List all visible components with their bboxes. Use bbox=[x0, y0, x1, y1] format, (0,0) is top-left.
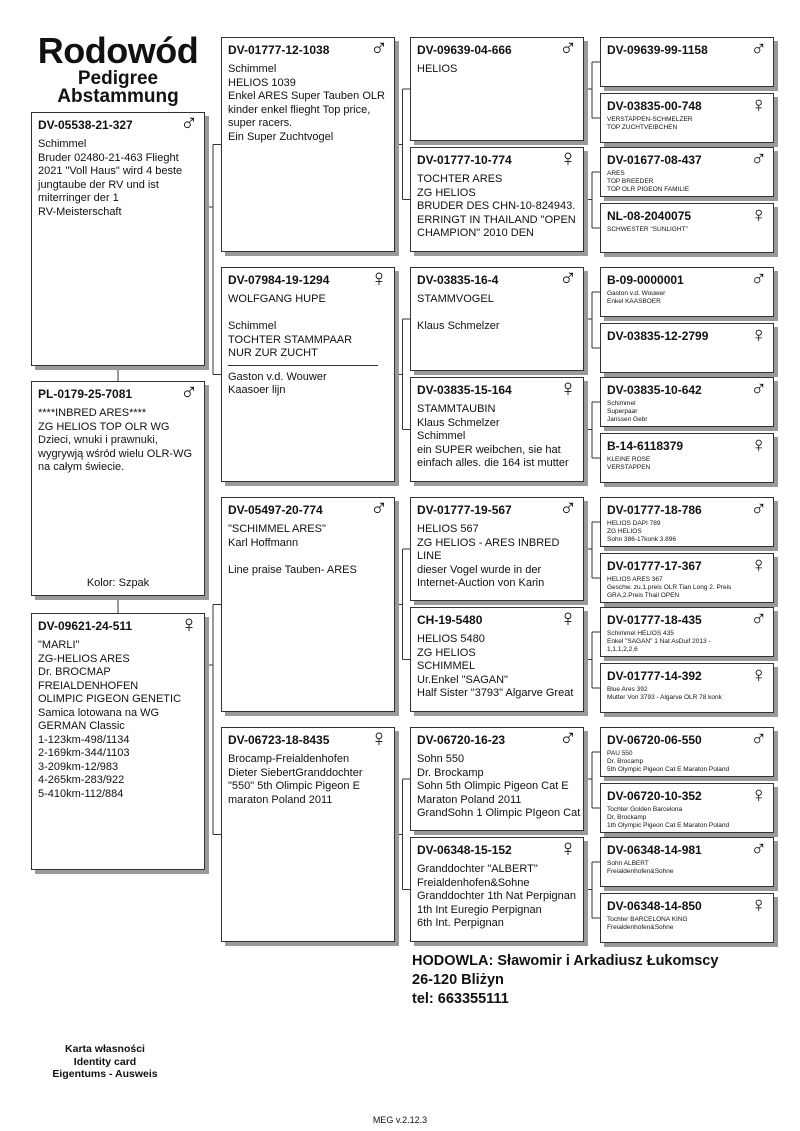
ring-number: DV-03835-15-164 bbox=[417, 383, 512, 397]
pigeon-info-line: Schimmel bbox=[228, 320, 277, 332]
pigeon-info-line: ZG HELIOS - ARES INBRED bbox=[417, 536, 560, 549]
ring-number: DV-01777-12-1038 bbox=[228, 43, 330, 57]
pigeon-info-line: Schimmel bbox=[607, 400, 636, 407]
pigeon-info-line: ERRINGT IN THAILAND "OPEN bbox=[417, 213, 576, 226]
pigeon-card bbox=[410, 267, 584, 371]
pigeon-info-line: Dr, Brockamp bbox=[607, 814, 647, 821]
pigeon-info-line: "MARLI" bbox=[38, 639, 80, 651]
pigeon-info-line: Bruder 02480-21-463 Flieght bbox=[38, 151, 179, 164]
pigeon-info-line: Tochter BARCELONA KING bbox=[607, 916, 688, 923]
pigeon-info-line: Brocamp-Freialdenhofen bbox=[228, 753, 350, 765]
ring-number: DV-09621-24-511 bbox=[38, 619, 133, 633]
pigeon-info-line: GrandSohn 1 Olimpic PIgeon Cat bbox=[417, 807, 581, 819]
pigeon-info-line: TOP ZUCHTVEIBCHEN bbox=[607, 124, 678, 131]
ring-number: DV-05538-21-327 bbox=[38, 118, 133, 132]
ring-number: DV-09639-99-1158 bbox=[607, 43, 708, 57]
pigeon-info-line: Maraton Poland 2011 bbox=[417, 793, 522, 806]
female-symbol-icon: ♀ bbox=[370, 725, 388, 752]
breeder-phone: tel: 663355111 bbox=[412, 991, 509, 1007]
female-symbol-icon: ♀ bbox=[559, 835, 577, 862]
male-symbol-icon: ♂ bbox=[750, 36, 767, 61]
female-symbol-icon: ♀ bbox=[559, 145, 577, 172]
pigeon-info-line: kinder enkel flieght Top price, bbox=[228, 103, 371, 116]
male-symbol-icon: ♂ bbox=[750, 266, 767, 291]
pigeon-info-line bbox=[228, 307, 388, 321]
male-symbol-icon: ♂ bbox=[180, 379, 198, 406]
pigeon-info-line: na całym świecie. bbox=[38, 461, 125, 473]
pigeon-info-line: Freialdenhofen&Sohne bbox=[607, 868, 674, 875]
pigeon-info-line: Ein Super Zuchtvogel bbox=[228, 130, 334, 143]
pigeon-info-line: Blue Ares 392 bbox=[607, 686, 648, 693]
male-symbol-icon: ♂ bbox=[180, 110, 198, 137]
pigeon-info-line: TOCHTER ARES bbox=[417, 173, 503, 185]
female-symbol-icon: ♀ bbox=[370, 265, 388, 292]
pigeon-info-line: HELIOS 5480 bbox=[417, 633, 485, 645]
pigeon-info-line: GRA,2.Preis Thail OPEN bbox=[607, 592, 680, 599]
pigeon-info-line: 5th Olympic Pigeon Cat E Maraton Poland bbox=[607, 766, 730, 773]
female-symbol-icon: ♀ bbox=[750, 662, 767, 687]
pigeon-info-line: STAMMVOGEL bbox=[417, 293, 494, 305]
female-symbol-icon: ♀ bbox=[750, 202, 767, 227]
female-symbol-icon: ♀ bbox=[559, 375, 577, 402]
male-symbol-icon: ♂ bbox=[750, 836, 767, 861]
ring-number: DV-06348-14-981 bbox=[607, 843, 702, 857]
pigeon-info-line: Karl Hoffmann bbox=[228, 536, 299, 549]
card-label-en: Identity card bbox=[73, 1055, 137, 1068]
pigeon-info-line: Geschw. zu.1.preis OLR Tian Long 2. Preis bbox=[607, 584, 732, 591]
pigeon-card bbox=[221, 727, 395, 942]
pigeon-info-line: 1th Olympic Pigeon Cat E Maraton Poland bbox=[607, 822, 730, 829]
male-symbol-icon: ♂ bbox=[750, 496, 767, 521]
pigeon-info-line: Enkel "SAGAN" 1 Nat AsDuif 2013 - bbox=[607, 638, 711, 645]
pigeon-info-line: LINE bbox=[417, 550, 442, 562]
pigeon-info-line: SCHWESTER "SUNLIGHT" bbox=[607, 226, 688, 233]
pigeon-info-line: Sohn 5th Olimpic Pigeon Cat E bbox=[417, 780, 569, 792]
pigeon-info-line: Dr. Brockamp bbox=[417, 766, 484, 779]
pigeon-info-line: Sohn 550 bbox=[417, 753, 465, 765]
ring-number: DV-07984-19-1294 bbox=[228, 273, 330, 287]
pigeon-info-line: 3-209km-12/983 bbox=[38, 760, 119, 773]
pigeon-card bbox=[600, 93, 774, 143]
pigeon-info-line: ZG HELIOS bbox=[417, 186, 476, 199]
pigeon-info-line: SCHIMMEL bbox=[417, 660, 476, 672]
ring-number: DV-06723-18-8435 bbox=[228, 733, 330, 747]
pigeon-info-line: dieser Vogel wurde in der bbox=[417, 563, 542, 576]
pigeon-info-line: VERSTAPPEN bbox=[607, 464, 651, 471]
pigeon-info-line: Dieter SiebertGranddochter bbox=[228, 766, 363, 779]
divider bbox=[228, 365, 378, 366]
pigeon-info-line: HELIOS 567 bbox=[417, 523, 479, 535]
pigeon-card bbox=[600, 37, 774, 87]
ring-number: DV-03835-16-4 bbox=[417, 273, 499, 287]
pigeon-info-line: 1th Int Euregio Perpignan bbox=[417, 903, 542, 916]
pigeon-card bbox=[600, 267, 774, 317]
pigeon-info-line: GERMAN Classic bbox=[38, 720, 125, 732]
pigeon-info-line: ARES bbox=[607, 170, 625, 177]
female-symbol-icon: ♀ bbox=[559, 605, 577, 632]
ring-number: B-09-0000001 bbox=[607, 273, 684, 287]
pigeon-info-line: Dr. Brocamp bbox=[607, 758, 644, 765]
pigeon-info-line: HELIOS 1039 bbox=[228, 76, 296, 89]
pigeon-card bbox=[410, 377, 584, 482]
ring-number: DV-06348-15-152 bbox=[417, 843, 512, 857]
female-symbol-icon: ♀ bbox=[750, 782, 767, 807]
pigeon-info-line: Samica lotowana na WG bbox=[38, 706, 160, 719]
ring-number: DV-06348-14-850 bbox=[607, 899, 702, 913]
pigeon-info-line: PAU 550 bbox=[607, 750, 633, 757]
pigeon-info-line: Granddochter "ALBERT" bbox=[417, 863, 538, 875]
breeder-info bbox=[412, 952, 718, 1009]
pigeon-info-line: TOCHTER STAMMPAAR bbox=[228, 333, 353, 346]
ring-number: DV-03835-12-2799 bbox=[607, 329, 709, 343]
male-symbol-icon: ♂ bbox=[370, 35, 388, 62]
pigeon-info-line: Superpaar bbox=[607, 408, 638, 415]
pigeon-info-line: KLEINE ROSE bbox=[607, 456, 651, 463]
pigeon-info-line: CHAMPION" 2010 DEN bbox=[417, 227, 534, 239]
pigeon-info-line: WOLFGANG HUPE bbox=[228, 293, 326, 305]
ring-number: B-14-6118379 bbox=[607, 439, 684, 453]
software-version: MEG v.2.12.3 bbox=[372, 1115, 428, 1125]
pigeon-info-line: Schimmel bbox=[228, 63, 277, 75]
pigeon-info-line: 1-123km-498/1134 bbox=[38, 733, 130, 746]
pigeon-info-line: VERSTAPPEN-SCHMELZER bbox=[607, 116, 693, 123]
male-symbol-icon: ♂ bbox=[559, 35, 577, 62]
pigeon-card bbox=[600, 553, 774, 603]
pigeon-card bbox=[600, 837, 774, 887]
title-abstammung: Abstammung bbox=[57, 86, 179, 107]
pigeon-card bbox=[600, 783, 774, 833]
ring-number: DV-01677-08-437 bbox=[607, 153, 702, 167]
pigeon-info-line: ZG HELIOS bbox=[417, 646, 476, 659]
pigeon-info-line: ZG HELIOS bbox=[607, 528, 642, 535]
female-symbol-icon: ♀ bbox=[750, 432, 767, 457]
pigeon-card bbox=[410, 147, 584, 252]
pigeon-card bbox=[31, 613, 205, 870]
pigeon-info-line: OLIMPIC PIGEON GENETIC bbox=[38, 693, 182, 705]
pigeon-info-line: STAMMTAUBIN bbox=[417, 403, 496, 415]
pigeon-info-line: Freialdenhofen&Sohne bbox=[417, 876, 530, 889]
ring-number: CH-19-5480 bbox=[417, 613, 483, 627]
pigeon-card bbox=[600, 607, 774, 657]
pigeon-card bbox=[221, 497, 395, 712]
pigeon-info-line: 1,1,1,2,2,6 bbox=[607, 646, 638, 653]
male-symbol-icon: ♂ bbox=[750, 606, 767, 631]
pigeon-info-line: einfach alles. die 164 ist mutter bbox=[417, 457, 569, 469]
pigeon-info-line: super racers. bbox=[228, 117, 293, 129]
pigeon-info-line: BRUDER DES CHN-10-824943. bbox=[417, 200, 576, 212]
ring-number: DV-06720-16-23 bbox=[417, 733, 506, 747]
pigeon-card bbox=[410, 607, 584, 712]
pigeon-info-line: Janssen Gebr bbox=[607, 416, 648, 423]
pigeon-info-line: Kaasoer lijn bbox=[228, 384, 286, 396]
pigeon-info-line: Gaston v.d. Wouwer bbox=[228, 370, 327, 383]
ring-number: DV-09639-04-666 bbox=[417, 43, 512, 57]
pigeon-info-line: ****INBRED ARES**** bbox=[38, 407, 147, 419]
pigeon-card bbox=[31, 381, 205, 596]
pigeon-info-line bbox=[417, 307, 577, 321]
breeder-address: 26-120 Bliżyn bbox=[412, 972, 504, 988]
pigeon-card bbox=[410, 37, 584, 141]
title-rodowod: Rodowód bbox=[37, 30, 199, 71]
pigeon-card bbox=[600, 497, 774, 547]
identity-card-label bbox=[40, 1043, 170, 1081]
ring-number: PL-0179-25-7081 bbox=[38, 387, 133, 401]
ring-number: DV-01777-10-774 bbox=[417, 153, 512, 167]
pigeon-info-line: 2-169km-344/1103 bbox=[38, 747, 130, 759]
pigeon-card bbox=[410, 497, 584, 601]
pigeon-card bbox=[600, 727, 774, 777]
pigeon-card bbox=[600, 893, 774, 943]
card-label-pl: Karta własności bbox=[65, 1043, 145, 1055]
ring-number: DV-01777-18-435 bbox=[607, 613, 702, 627]
pigeon-info-line: Half Sister "3793" Algarve Great bbox=[417, 687, 574, 699]
pigeon-card bbox=[600, 377, 774, 427]
female-symbol-icon: ♀ bbox=[750, 92, 767, 117]
pigeon-info-line: Gaston v.d. Wouwer bbox=[607, 290, 666, 297]
pigeon-info-line: Granddochter 1th Nat Perpignan bbox=[417, 890, 576, 902]
ring-number: DV-05497-20-774 bbox=[228, 503, 323, 517]
breeder-name: HODOWLA: Sławomir i Arkadiusz Łukomscy bbox=[412, 953, 719, 969]
pigeon-info-line: FREIALDENHOFEN bbox=[38, 679, 139, 692]
pigeon-info-line: Klaus Schmelzer bbox=[417, 320, 500, 332]
pigeon-info-line: miterringer der 1 bbox=[38, 192, 119, 204]
pigeon-info-line: "550" 5th Olimpic Pigeon E bbox=[228, 780, 360, 792]
pigeon-info-line: HELIOS DAPI 789 bbox=[607, 520, 661, 527]
pigeon-info-line: TOP BREEDER bbox=[607, 178, 654, 185]
pigeon-info-line: ZG-HELIOS ARES bbox=[38, 652, 130, 665]
pigeon-info-line: Ur.Enkel "SAGAN" bbox=[417, 673, 508, 686]
pigeon-info-line: Sohn ALBERT bbox=[607, 860, 649, 867]
pigeon-info-line: 2021 "Voll Haus" wird 4 beste bbox=[38, 165, 183, 177]
pigeon-info-line: HELIOS ARES 367 bbox=[607, 576, 663, 583]
pigeon-card bbox=[221, 37, 395, 252]
pigeon-info-line: RV-Meisterschaft bbox=[38, 205, 122, 218]
pigeon-card bbox=[600, 203, 774, 253]
pigeon-info-line: Tochter Golden Barcelona bbox=[607, 806, 683, 813]
pigeon-card bbox=[600, 663, 774, 713]
pigeon-info-line: Mutter Von 3793 - Algarve OLR 78 konk bbox=[607, 694, 722, 701]
ring-number: DV-01777-19-567 bbox=[417, 503, 512, 517]
pigeon-info-line: jungtaube der RV und ist bbox=[38, 178, 159, 191]
ring-number: NL-08-2040075 bbox=[607, 209, 692, 223]
color-label: Kolor: Szpak bbox=[86, 577, 150, 589]
female-symbol-icon: ♀ bbox=[750, 892, 767, 917]
pigeon-info-line: ZG HELIOS TOP OLR WG bbox=[38, 420, 170, 433]
pigeon-info-line: Dzieci, wnuki i prawnuki, bbox=[38, 434, 158, 446]
pigeon-info-line: Schimmel HELIOS 435 bbox=[607, 630, 674, 637]
ring-number: DV-03835-00-748 bbox=[607, 99, 702, 113]
female-symbol-icon: ♀ bbox=[750, 322, 767, 347]
pigeon-card bbox=[410, 837, 584, 942]
male-symbol-icon: ♂ bbox=[559, 265, 577, 292]
ring-number: DV-01777-18-786 bbox=[607, 503, 702, 517]
pigeon-info-line: 6th Int. Perpignan bbox=[417, 917, 504, 929]
pigeon-info-line: wygrywją wśród wielu OLR-WG bbox=[38, 447, 193, 460]
ring-number: DV-01777-14-392 bbox=[607, 669, 702, 683]
male-symbol-icon: ♂ bbox=[750, 376, 767, 401]
pigeon-card bbox=[410, 727, 584, 831]
ring-number: DV-06720-10-352 bbox=[607, 789, 702, 803]
pigeon-info-line: Schimmel bbox=[417, 430, 466, 442]
pigeon-info-line: "SCHIMMEL ARES" bbox=[228, 523, 326, 535]
pigeon-info-line: Sohn 386-17konk 3.896 bbox=[607, 536, 677, 543]
pigeon-info-line: Dr. BROCMAP bbox=[38, 666, 111, 678]
ring-number: DV-01777-17-367 bbox=[607, 559, 702, 573]
male-symbol-icon: ♂ bbox=[559, 725, 577, 752]
pigeon-info-line: NUR ZUR ZUCHT bbox=[228, 347, 318, 359]
pigeon-info-line: Internet-Auction von Karin bbox=[417, 577, 545, 589]
ring-number: DV-06720-06-550 bbox=[607, 733, 702, 747]
ring-number: DV-03835-10-642 bbox=[607, 383, 702, 397]
male-symbol-icon: ♂ bbox=[750, 146, 767, 171]
pigeon-info-line: Enkel KAASBOER bbox=[607, 298, 661, 305]
female-symbol-icon: ♀ bbox=[750, 552, 767, 577]
pigeon-info-line: Klaus Schmelzer bbox=[417, 416, 500, 429]
pigeon-info-line: Enkel ARES Super Tauben OLR bbox=[228, 90, 385, 102]
title-pedigree: Pedigree bbox=[77, 68, 159, 89]
pigeon-card bbox=[600, 147, 774, 197]
pigeon-info-line: 5-410km-112/884 bbox=[38, 787, 124, 800]
pigeon-info-line: Schimmel bbox=[38, 138, 87, 150]
pigeon-info-line: HELIOS bbox=[417, 63, 458, 75]
pigeon-info-line: TOP OLR PIGEON FAMILIE bbox=[607, 186, 690, 193]
female-symbol-icon: ♀ bbox=[180, 611, 198, 638]
pigeon-card bbox=[31, 112, 205, 366]
pigeon-card bbox=[600, 323, 774, 373]
pigeon-info-line: Freialdenhofen&Sohne bbox=[607, 924, 674, 931]
pigeon-info-line: maraton Poland 2011 bbox=[228, 793, 333, 806]
card-label-de: Eigentums - Ausweis bbox=[52, 1068, 158, 1080]
pigeon-info-line: Line praise Tauben- ARES bbox=[228, 563, 357, 576]
pigeon-info-line: ein SUPER weibchen, sie hat bbox=[417, 443, 561, 456]
pigeon-card bbox=[600, 433, 774, 483]
pigeon-info-line bbox=[228, 550, 388, 564]
male-symbol-icon: ♂ bbox=[559, 495, 577, 522]
male-symbol-icon: ♂ bbox=[370, 495, 388, 522]
pigeon-card bbox=[221, 267, 395, 482]
male-symbol-icon: ♂ bbox=[750, 726, 767, 751]
pigeon-info-line: 4-265km-283/922 bbox=[38, 774, 125, 786]
